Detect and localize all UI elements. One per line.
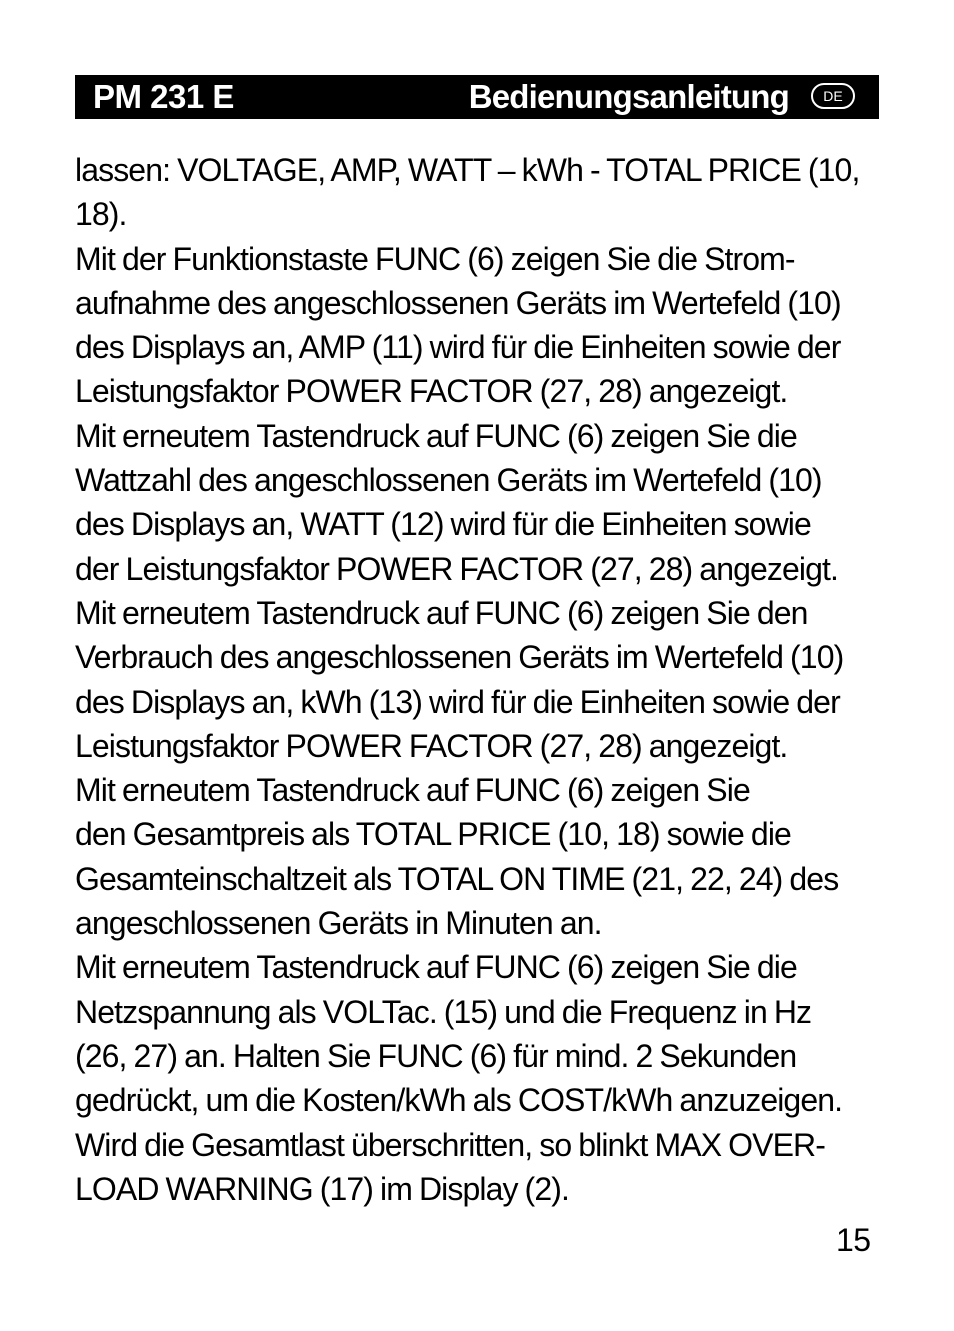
text-line: Mit erneutem Tastendruck auf FUNC (6) zeigen Sie den: [75, 594, 808, 631]
text-line: Verbrauch des angeschlossenen Geräts im Wertefeld (10): [75, 639, 844, 676]
text-line: aufnahme des angeschlossenen Geräts im Wertefeld (10): [75, 284, 841, 321]
text-line: Netzspannung als VOLTac. (15) und die Frequenz in Hz: [75, 993, 812, 1030]
text-line: lassen: VOLTAGE, AMP, WATT – kWh - TOTAL PRICE (10,: [75, 152, 860, 188]
text-line: Mit der Funktionstaste FUNC (6) zeigen Sie die Strom-: [75, 240, 795, 277]
text-line: Leistungsfaktor POWER FACTOR (27, 28) angezeigt.: [75, 727, 788, 764]
text-line: gedrückt, um die Kosten/kWh als COST/kWh anzuzeigen.: [75, 1082, 843, 1119]
text-line: angeschlossenen Geräts in Minuten an.: [75, 905, 602, 942]
text-line: den Gesamtpreis als TOTAL PRICE (10, 18) sowie die: [75, 816, 791, 853]
model-name: PM 231 E: [93, 78, 234, 115]
text-line: 18).: [75, 196, 127, 233]
text-line: des Displays an, WATT (12) wird für die Einheiten sowie: [75, 506, 811, 543]
text-line: des Displays an, AMP (11) wird für die Einheiten sowie der: [75, 329, 841, 366]
text-line: Mit erneutem Tastendruck auf FUNC (6) zeigen Sie: [75, 772, 750, 809]
text-line: des Displays an, kWh (13) wird für die Einheiten sowie der: [75, 683, 840, 720]
text-line: Leistungsfaktor POWER FACTOR (27, 28) angezeigt.: [75, 373, 788, 410]
text-line: der Leistungsfaktor POWER FACTOR (27, 28) angezeigt.: [75, 550, 838, 587]
text-line: Mit erneutem Tastendruck auf FUNC (6) zeigen Sie die: [75, 417, 797, 454]
text-line: Wird die Gesamtlast überschritten, so blinkt MAX OVER-: [75, 1126, 825, 1163]
text-line: Mit erneutem Tastendruck auf FUNC (6) zeigen Sie die: [75, 949, 797, 986]
text-line: Wattzahl des angeschlossenen Geräts im Wertefeld (10): [75, 462, 822, 499]
header-bar: [75, 75, 879, 119]
text-line: (26, 27) an. Halten Sie FUNC (6) für mind. 2 Sekunden: [75, 1037, 797, 1074]
text-line: Gesamteinschaltzeit als TOTAL ON TIME (21, 22, 24) des: [75, 860, 839, 897]
language-badge: DE: [811, 83, 855, 109]
body-text: [75, 148, 895, 1211]
page-number: 15: [836, 1222, 871, 1258]
text-line: LOAD WARNING (17) im Display (2).: [75, 1170, 569, 1207]
document-title: Bedienungsanleitung: [468, 78, 789, 115]
